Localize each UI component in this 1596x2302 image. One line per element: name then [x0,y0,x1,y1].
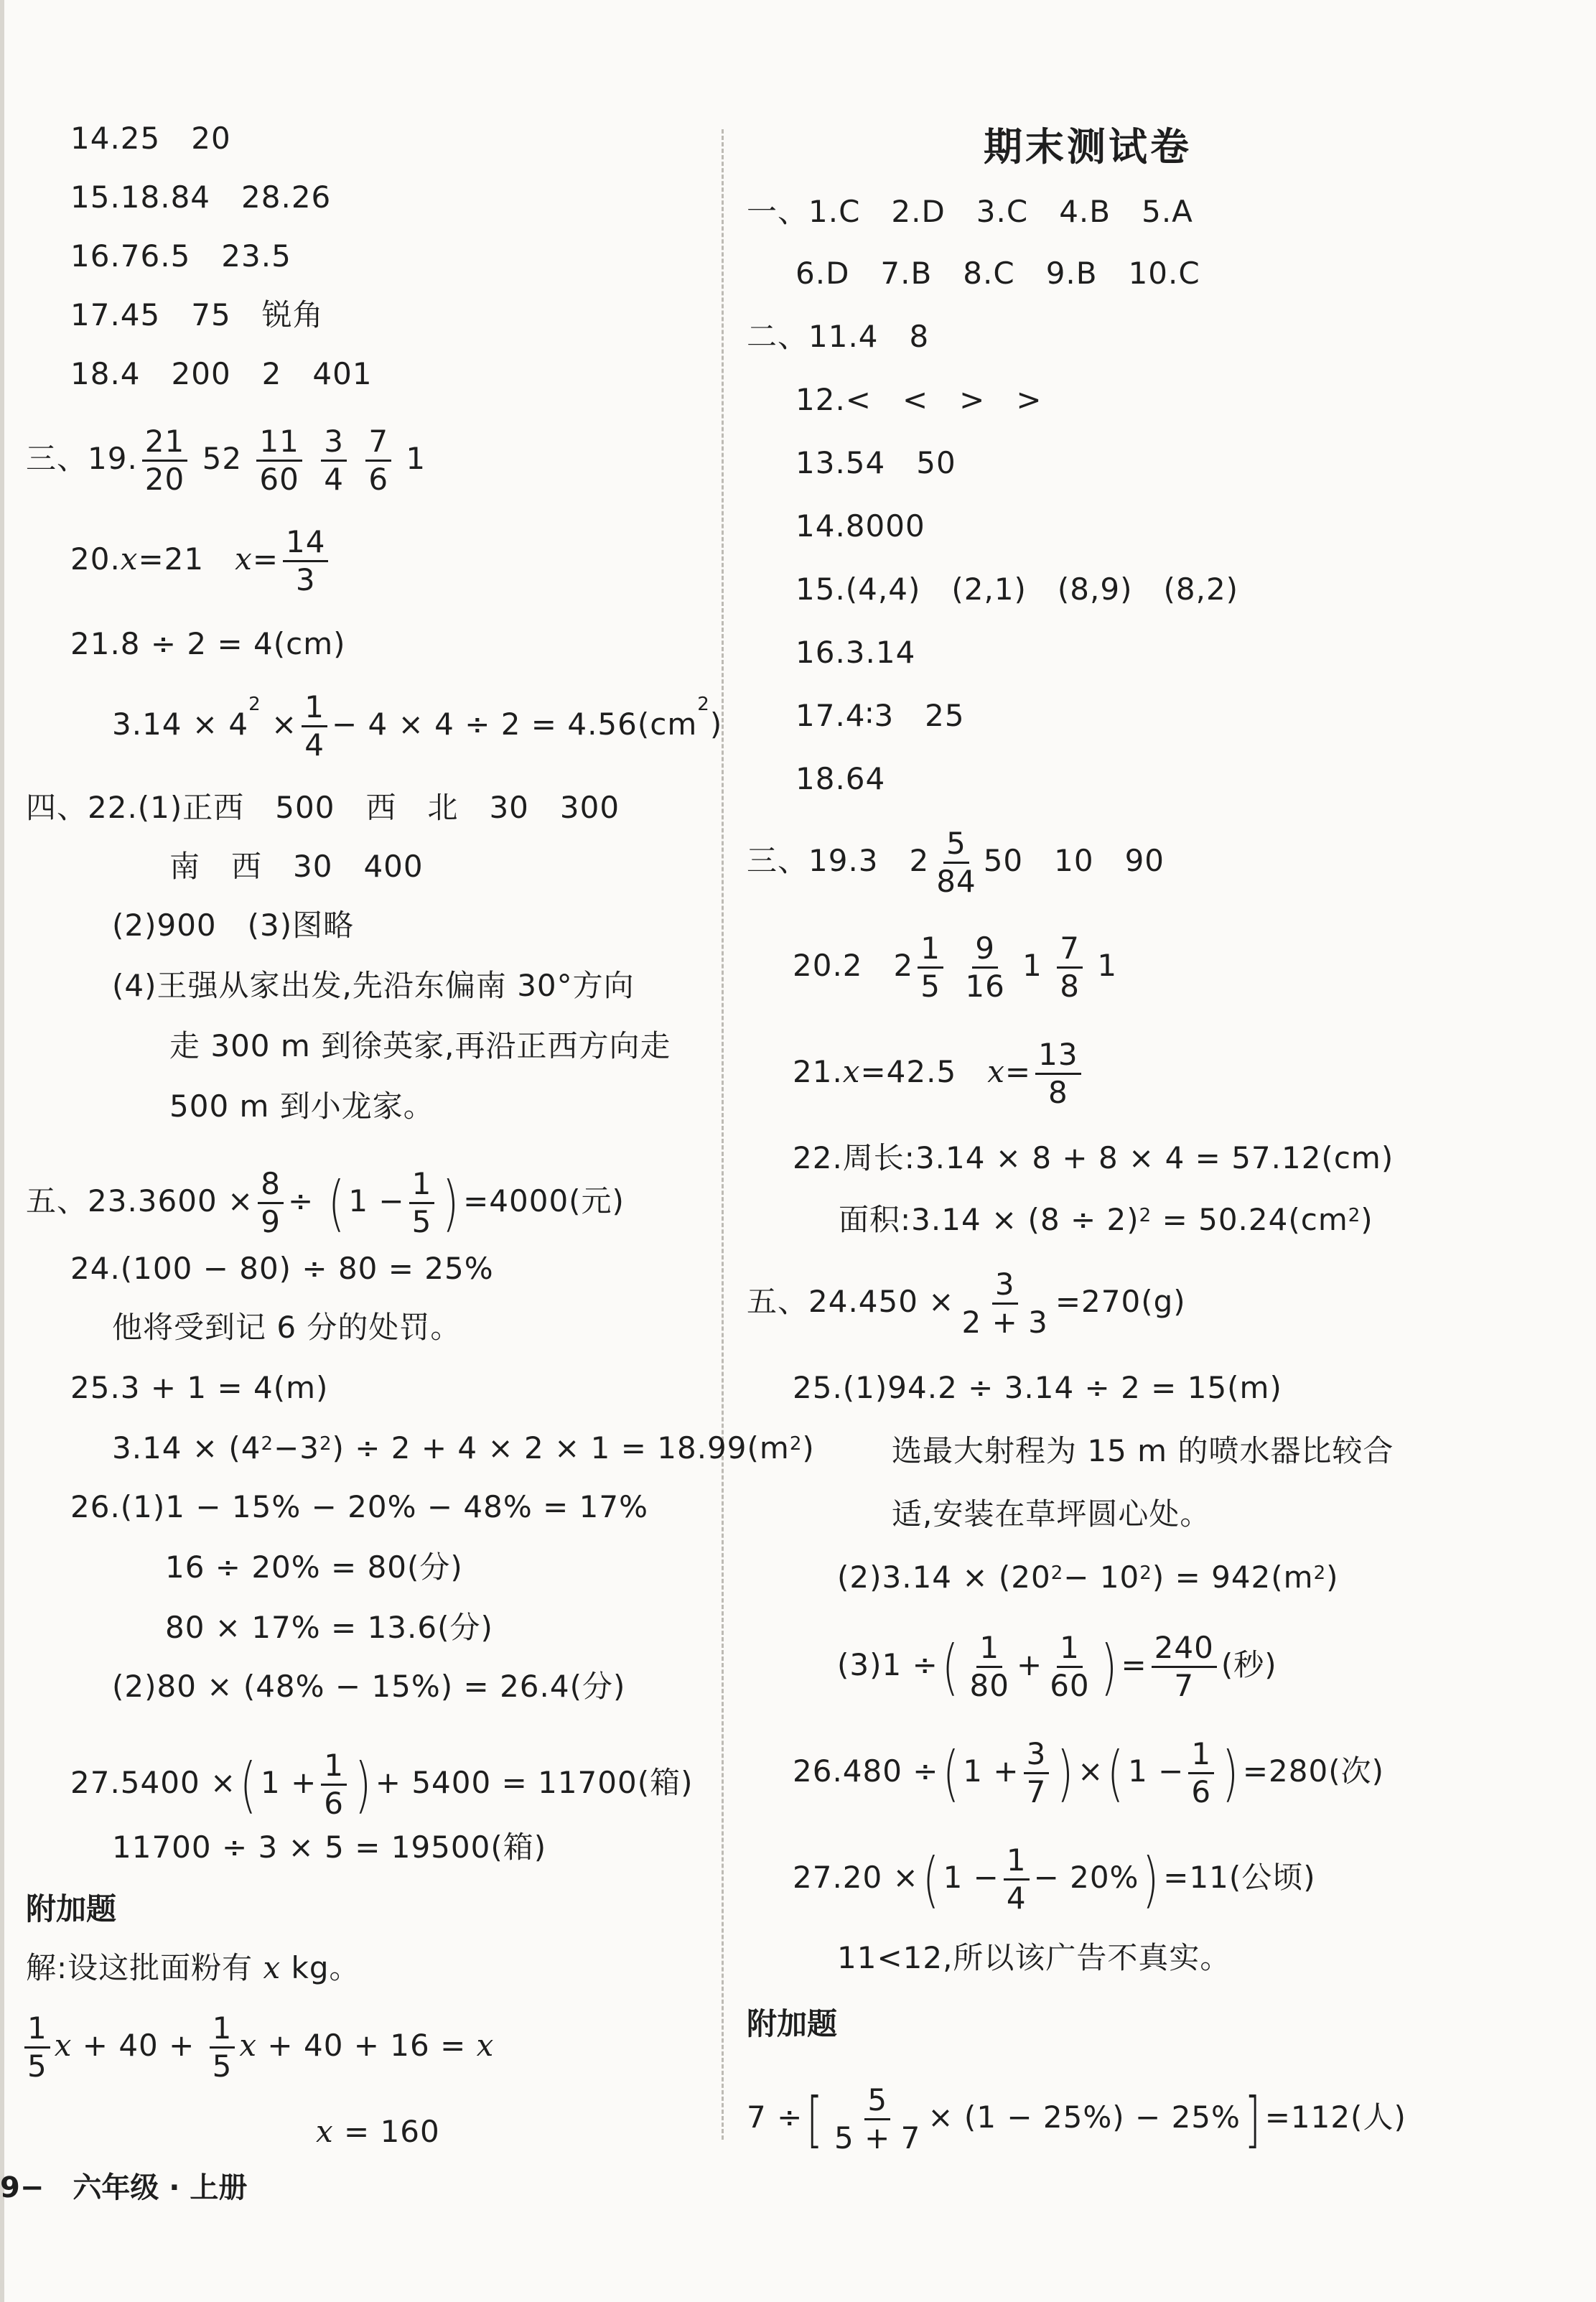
answer-21-line2: $3.14 \times 4^2$ × $\frac{1}{4}$ − $4 \times 4 \div 2 = 4.56(cm^2)$ [112,689,723,763]
answer-r-15: 15.(4,4) (2,1) (8,9) (8,2) [795,572,1239,607]
answer-r-2: 6.D 7.B 8.C 9.B 10.C [795,256,1200,291]
answer-r-25-line5: (3)1 ÷( $\frac{1}{80}$ + $\frac{1}{60}$ ) = $\frac{240}{7}$ (秒) [837,1630,1277,1703]
answer-r-22-line2: 面积:3.14 × $(8 \div 2)^2 = 50.24(cm^2)$ [839,1202,1373,1237]
answer-25-line2: $3.14 \times (4^2-3^2) \div 2 + 4 \times 2 \times 1 = 18.99(m^2)$ [112,1430,815,1465]
bonus-heading-right: 附加题 [747,2006,838,2041]
bonus-right-line1: 7 ÷[ $\frac{5}{5 + 7}$ × (1 − 25%) − 25%] =112(人) [747,2082,1406,2156]
answer-25-line1: 25.3 + 1 = 4(m) [70,1370,329,1405]
answer-r-1: 一、1.C 2.D 3.C 4.B 5.A [747,194,1193,229]
page-edge [0,0,4,2302]
answer-27-line1: 27.5400 ×( 1 + $\frac{1}{6}$ ) + 5400 = 11700(箱) [70,1748,694,1821]
answer-r-12: 12.< < > > [795,382,1042,417]
answer-22-line1: 四、22.(1)正西 500 西 北 30 300 [26,790,620,825]
column-divider [722,129,724,2140]
answer-21-line1: 21.8 ÷ 2 = 4(cm) [70,626,346,661]
answer-r-25-line3: 适,安装在草坪圆心处。 [892,1496,1211,1532]
answer-26-line3: 80 × 17% = 13.6(分) [165,1610,493,1645]
answer-r-25-line4: $(2)3.14 \times (20^2- 10^2) = 942(m^2)$ [837,1560,1339,1595]
section-title: 期末测试卷 [984,124,1192,169]
answer-17: 17.45 75 锐角 [70,297,324,332]
answer-r-11: 二、11.4 8 [747,319,930,354]
answer-r-24: 五、24.450 × $\frac{3}{2 + 3}$ =270(g) [747,1267,1186,1340]
answer-18: 18.4 200 2 401 [70,356,373,391]
answer-20: 20.x=21 x= $\frac{14}{3}$ [70,524,332,598]
bonus-left-line1: 解:设这批面粉有 x kg。 [26,1950,360,1985]
answer-r-27-line2: 11<12,所以该广告不真实。 [837,1940,1231,1975]
answer-24-line2: 他将受到记 6 分的处罚。 [112,1310,462,1345]
answer-r-21: 21.x=42.5 x= $\frac{13}{8}$ [793,1037,1086,1111]
answer-r-27-line1: 27.20 ×( 1 − $\frac{1}{4}$ − 20%) =11(公顷) [793,1842,1316,1916]
answer-22-line3: (2)900 (3)图略 [112,908,355,943]
answer-r-18: 18.64 [795,761,886,796]
answer-26-line1: 26.(1)1 − 15% − 20% − 48% = 17% [70,1489,648,1524]
answer-26-line4: (2)80 × (48% − 15%) = 26.4(分) [112,1669,626,1704]
answer-22-line5: 走 300 m 到徐英家,再沿正西方向走 [169,1028,671,1063]
answer-r-17: 17.4∶3 25 [795,698,965,733]
answer-22-line2: 南 西 30 400 [169,849,424,884]
answer-r-13: 13.54 50 [795,445,956,480]
answer-24-line1: 24.(100 − 80) ÷ 80 = 25% [70,1251,494,1286]
answer-r-25-line1: 25.(1)94.2 ÷ 3.14 ÷ 2 = 15(m) [793,1370,1282,1405]
answer-r-19: 三、19.3 2 $\frac{5}{84}$ 50 10 90 [747,826,1165,899]
answer-r-20: 20.2 2 $\frac{1}{5}$ $\frac{9}{16}$ 1 $\frac{7}{8}$ 1 [793,931,1118,1004]
answer-26-line2: 16 ÷ 20% = 80(分) [165,1550,463,1585]
answer-r-14: 14.8000 [795,508,925,544]
bonus-heading-left: 附加题 [26,1891,117,1926]
answer-22-line4: (4)王强从家出发,先沿东偏南 30°方向 [112,968,635,1003]
bonus-left-line3: x = 160 [316,2114,440,2149]
answer-16: 16.76.5 23.5 [70,238,291,274]
answer-23: 五、23.3600 × $\frac{8}{9}$ ÷ ( 1 − $\frac{1}{5}$ ) =4000(元) [26,1166,625,1239]
answer-15: 15.18.84 28.26 [70,180,332,215]
answer-r-16: 16.3.14 [795,635,916,670]
answer-19: 三、19. $\frac{21}{20}$ 52 $\frac{11}{60}$ $\frac{3}{4}$ $\frac{7}{6}$ 1 [26,424,426,497]
answer-r-22-line1: 22.周长:3.14 × 8 + 8 × 4 = 57.12(cm) [793,1140,1394,1175]
answer-r-26: 26.480 ÷( 1 + $\frac{3}{7}$ ) ×( 1 − $\frac{1}{6}$ ) =280(次) [793,1736,1384,1809]
bonus-left-line2: $\frac{1}{5}$ x + 40 + $\frac{1}{5}$ x + 40 + 16 = x [20,2010,494,2084]
answer-27-line2: 11700 ÷ 3 × 5 = 19500(箱) [112,1830,547,1865]
answer-22-line6: 500 m 到小龙家。 [169,1089,434,1124]
answer-r-25-line2: 选最大射程为 15 m 的喷水器比较合 [892,1433,1394,1468]
page-footer: 9− 六年级 · 上册 [0,2171,248,2204]
answer-14: 14.25 20 [70,121,231,156]
